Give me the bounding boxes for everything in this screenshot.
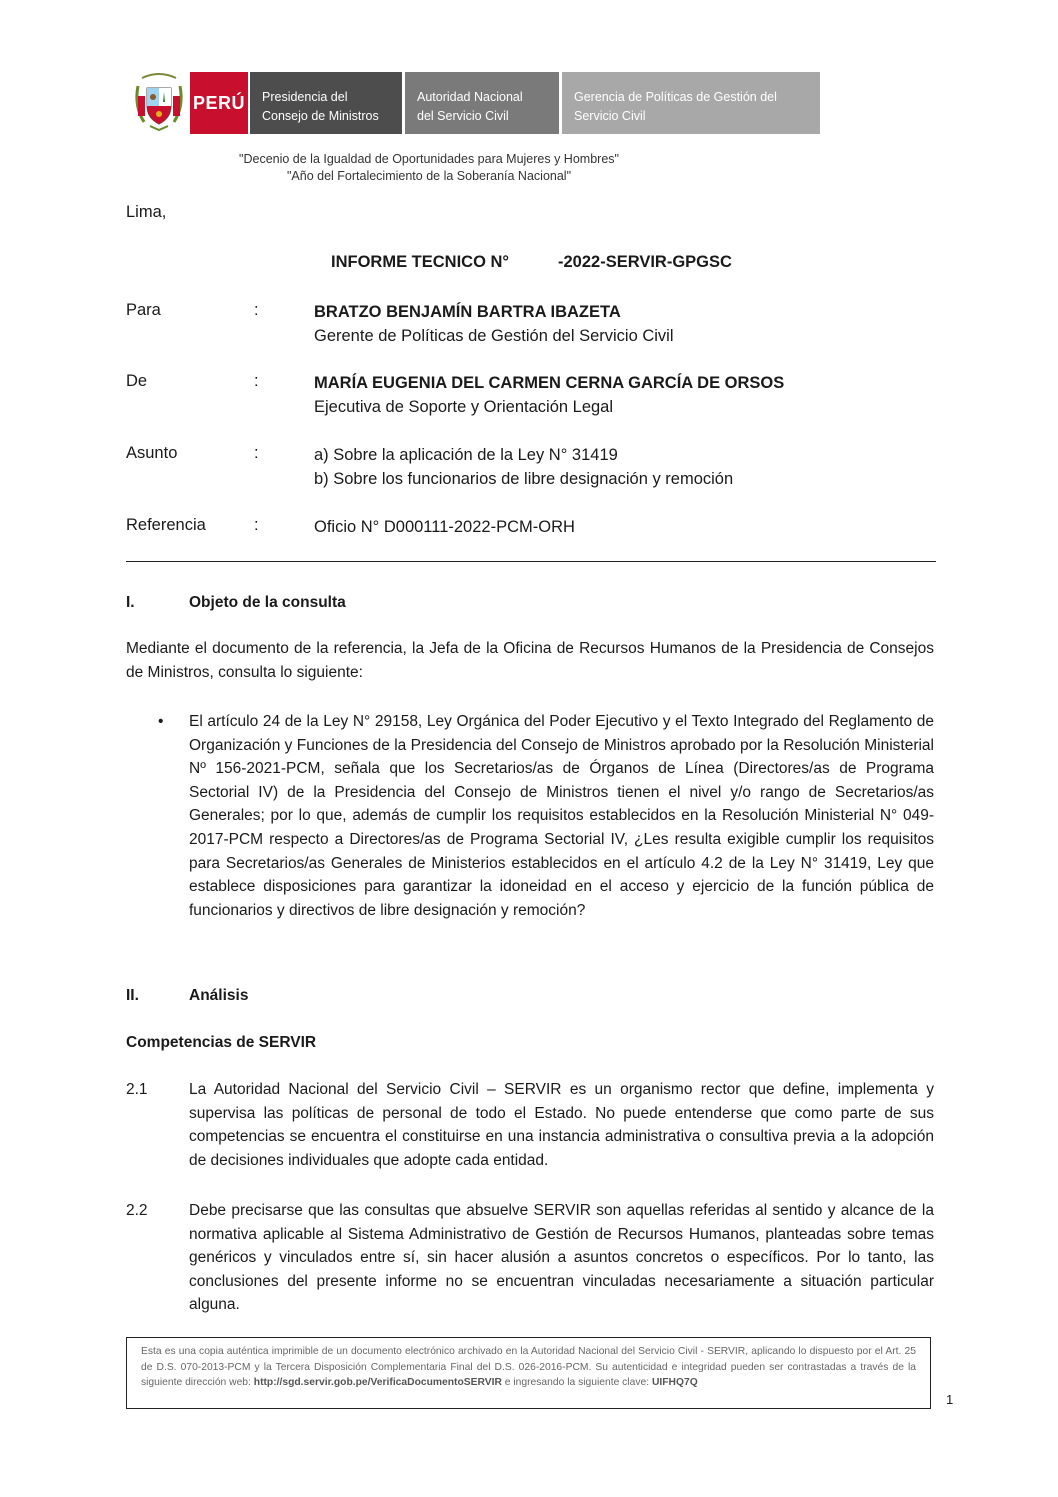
de-value xyxy=(314,371,784,419)
de-name: MARÍA EUGENIA DEL CARMEN CERNA GARCÍA DE ORSOS xyxy=(314,374,785,392)
asunto-line1: a) Sobre la aplicación de la Ley N° 31419 xyxy=(314,446,618,464)
de-role: Ejecutiva de Soporte y Orientación Legal xyxy=(314,398,614,416)
header-block-gerencia-line1: Gerencia de Políticas de Gestión del xyxy=(574,90,777,104)
section2-subtitle: Competencias de SERVIR xyxy=(126,1034,317,1051)
asunto-line2: b) Sobre los funcionarios de libre designación y remoción xyxy=(314,470,734,488)
header-block-pcm-line2: Consejo de Ministros xyxy=(262,109,379,123)
place-date: Lima, xyxy=(126,203,167,221)
para-value xyxy=(314,300,674,348)
bullet-marker: • xyxy=(158,713,164,730)
header-block-pcm-line1: Presidencia del xyxy=(262,90,348,104)
verification-key-text: e ingresando la siguiente clave: xyxy=(504,1377,650,1388)
referencia-label: Referencia xyxy=(126,516,206,534)
item-2-1-number: 2.1 xyxy=(126,1081,148,1098)
section1-bullet-text: El artículo 24 de la Ley N° 29158, Ley Orgánica del Poder Ejecutivo y el Texto Integrado del Reglamento de Organización y Funciones de la Presidencia del Consejo de Ministros aprobado por la Resolución Ministerial Nº 156-2021-PCM, señala que los Secretarios/as de Órganos de Línea (Directores/as de Programa Sectorial IV) de la Presidencia del Consejo de Ministros tienen el nivel y/o rango de Secretarios/as Generales; por lo que, además de cumplir los requisitos establecidos en la Resolución Ministerial N° 049-2017-PCM respecto a Directores/as de Programa Sectorial IV, ¿Les resulta exigible cumplir los requisitos para Secretarios/as Generales de Ministerios establecidos en el artículo 4.2 de la Ley N° 31419, Ley que establece disposiciones para garantizar la idoneidad en el acceso y ejercicio de la función pública de funcionarios y directivos de libre designación y remoción? xyxy=(189,713,934,919)
para-colon: : xyxy=(254,301,259,319)
peru-brand-label: PERÚ xyxy=(190,72,248,134)
page-number: 1 xyxy=(946,1392,954,1407)
de-label: De xyxy=(126,372,148,390)
item-2-2-text: Debe precisarse que las consultas que absuelve SERVIR son aquellas referidas al sentido y alcance de la normativa aplicable al Sistema Administrativo de Gestión de Recursos Humanos, planteadas sobre temas genéricos y vinculados entre sí, sin hacer alusión a asuntos concretos o específicos. Por lo tanto, las conclusiones del presente informe no se encuentran vinculadas necesariamente a situación particular alguna. xyxy=(189,1202,934,1314)
header-block-servir xyxy=(405,72,559,134)
asunto-label: Asunto xyxy=(126,444,178,462)
header-block-servir-line2: del Servicio Civil xyxy=(417,109,509,123)
coat-of-arms-icon xyxy=(132,72,186,134)
section2-number: II. xyxy=(126,987,139,1004)
section2-title: Análisis xyxy=(189,987,249,1004)
header-block-gerencia xyxy=(562,72,820,134)
report-title-left: INFORME TECNICO N° xyxy=(331,253,510,271)
authenticity-text: Esta es una copia auténtica imprimible de un documento electrónico archivado en la Autoridad Nacional del Servicio Civil - SERVIR, aplicando lo dispuesto por el Art. 25 de D.S. 070-2013-PCM y la Tercera Disposición Complementaria Final del D.S. 026-2016-PCM. Su autenticidad e integridad pueden ser contrastadas a través de la siguiente dirección web: xyxy=(141,1346,916,1388)
report-title-right: -2022-SERVIR-GPGSC xyxy=(558,253,732,271)
asunto-colon: : xyxy=(254,444,259,462)
section1-title: Objeto de la consulta xyxy=(189,594,346,611)
motto-decade: "Decenio de la Igualdad de Oportunidades para Mujeres y Hombres" xyxy=(239,152,619,166)
para-name: BRATZO BENJAMÍN BARTRA IBAZETA xyxy=(314,303,621,321)
de-colon: : xyxy=(254,372,259,390)
asunto-value xyxy=(314,443,733,491)
referencia-value: Oficio N° D000111-2022-PCM-ORH xyxy=(314,518,575,536)
authenticity-notice xyxy=(126,1337,931,1409)
year-mottos xyxy=(0,151,858,185)
institutional-header xyxy=(132,72,820,134)
motto-year: "Año del Fortalecimiento de la Soberanía Nacional" xyxy=(286,169,572,183)
item-2-2-number: 2.2 xyxy=(126,1202,148,1219)
para-label: Para xyxy=(126,301,161,319)
header-block-pcm xyxy=(250,72,402,134)
section1-intro: Mediante el documento de la referencia, la Jefa de la Oficina de Recursos Humanos de la Presidencia de Consejos de Ministros, consulta lo siguiente: xyxy=(126,640,934,681)
header-divider xyxy=(126,561,936,562)
verification-key: UIFHQ7Q xyxy=(651,1377,698,1388)
section1-number: I. xyxy=(126,594,135,611)
para-role: Gerente de Políticas de Gestión del Servicio Civil xyxy=(314,327,674,345)
referencia-colon: : xyxy=(254,516,259,534)
item-2-1-text: La Autoridad Nacional del Servicio Civil – SERVIR es un organismo rector que define, implementa y supervisa las políticas de personal de todo el Estado. No puede entenderse que como parte de sus competencias se encuentra el constituirse en una instancia administrativa o consultiva previa a la adopción de decisiones individuales que adopte cada entidad. xyxy=(189,1081,934,1169)
verification-url[interactable]: http://sgd.servir.gob.pe/VerificaDocumentoSERVIR xyxy=(253,1377,502,1388)
header-block-gerencia-line2: Servicio Civil xyxy=(574,109,646,123)
header-block-servir-line1: Autoridad Nacional xyxy=(417,90,523,104)
